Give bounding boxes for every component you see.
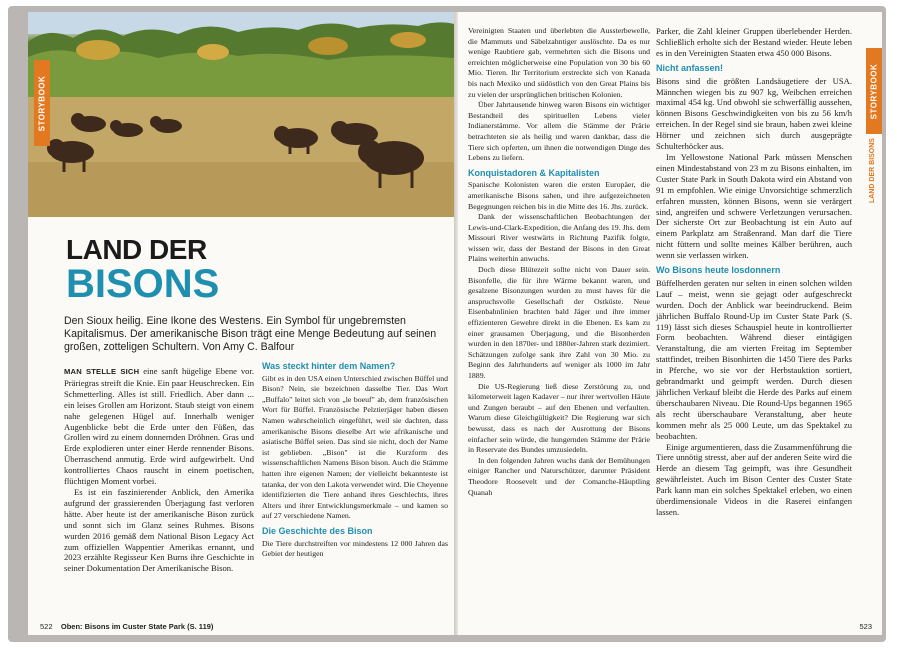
right-page xyxy=(458,12,882,635)
body-text: In den folgenden Jahren wuchs dank der Bemühungen einiger Rancher und Naturschützer, darunter Präsident Theodore Roosevelt und der Comanche-Häuptling Quanah xyxy=(468,455,650,497)
right-column-2 xyxy=(656,26,852,518)
left-column-1 xyxy=(64,366,254,574)
page-number: 523 xyxy=(859,622,872,631)
section-heading: Die Geschichte des Bison xyxy=(262,525,373,536)
section-heading: Nicht anfassen! xyxy=(656,62,724,73)
lead-paragraph: Den Sioux heilig. Eine Ikone des Westens. Ein Symbol für ungebremsten Kapitalismus. Der amerikanische Bison trägt eine Menge Bedeutung auf seinen großen, zotteligen Schultern. Von Amy C. Balfour xyxy=(64,315,437,353)
body-text: Spanische Kolonisten waren die ersten Europäer, die amerikanische Bisons sahen, und ihre aufgezeichneten Begegnungen reichen bis in die Mitte des 16. Jhs. zurück. xyxy=(468,180,650,211)
left-column-2 xyxy=(262,357,448,560)
body-text: Büffelherden geraten nur selten in einen solchen wilden Lauf – meist, wenn sie gejagt oder aufgeschreckt wurden. Doch der Anblick war beeindruckend. Beim jährlichen Buffalo Round-Up im Custer State Park (S. 119) lässt sich dieses Schauspiel heute in kontrollierter Form beobachten. Während dieser eintägigen Veranstaltung, die am vierten Freitag im September stattfindet, treiben Bisonhirten die 1450 Tiere des Parks in Pferche, wo sie vor der Herbstauktion sortiert, gebrandmarkt und geimpft werden. Durch diesen jährlichen Verkauf bleibt die Herde des Parks auf einem überschaubaren Niveau. Die Round-Ups begannen 1965 als recht überschaubare Veranstaltung, aber heute kommen mehr als 25 000 Leute, um das Spektakel zu beobachten. xyxy=(656,277,852,441)
body-text: Gibt es in den USA einen Unterschied zwischen Büffel und Bison? Nein, sie bezeichnen dasselbe Tier. Das Wort „Buffalo" leitet sich von „le boeuf" ab, dem französischen Wort für Büffel. Französische Pelztierjäger haben diesen Namen wahrscheinlich eingeführt, weil sie dachten, dass amerikanische Bisons dieselbe Art wie afrikanische und asiatische Büffel seien. Das sind sie nicht, doch der Name ist geblieben. „Bison" ist die Kurzform des wissenschaftlichen Namens Bison bison. Auch die Stämme hatten ihre eigenen Namen; der vielleicht bekannteste ist tatanka, der von den Lakota verwendet wird. Die Cheyenne identifizierten die Tiere anhand ihres Geschlechts, ihres Alters und ihrer Entwicklungsmerkmale – und kamen so auf 27 verschiedene Namen. xyxy=(262,373,448,521)
body-text: Bisons sind die größten Landsäugetiere der USA. Männchen wiegen bis zu 907 kg, Weibchen erreichen maximal 454 kg. Und obwohl sie schwerfällig aussehen, können Bisons Geschwindigkeiten von bis zu 56 km/h erreichen. In der Regel sind sie braun, haben zwei kleine Hörner und zeichnen sich durch ausgeprägte Schulterhöcker aus. xyxy=(656,75,852,152)
section-heading: Wo Bisons heute losdonnern xyxy=(656,265,781,276)
title-line-1: LAND DER xyxy=(66,234,207,265)
right-column-1 xyxy=(468,26,650,498)
storybook-tab-left: STORYBOOK xyxy=(34,60,50,146)
body-text: Die US-Regierung ließ diese Zerstörung zu, und kilometerweit lagen Kadaver – nur ihrer wertvollen Häute und Zungen beraubt – auf den Ebenen und verfaulten. Warum diese Gleichgültigkeit? Die Regierung war sich bewusst, dass es nach der Ausrottung der Bisons einfacher sein würde, die hungernden Stämme der Prärie in Reservate des Bundes umzusiedeln. xyxy=(468,381,650,455)
left-page xyxy=(28,12,454,635)
title-line-2: BISONS xyxy=(66,262,220,306)
page-number: 522 xyxy=(40,622,53,631)
left-footer xyxy=(40,622,213,631)
running-title: LAND DER BISONS xyxy=(868,137,876,203)
body-text: Parker, die Zahl kleiner Gruppen überlebender Herden. Schließlich erholte sich der Bestand wieder. Heute leben es in den Vereinigten Staaten etwa 450 000 Bisons. xyxy=(656,26,852,58)
body-text: Über Jahrtausende hinweg waren Bisons ein wichtiger Bestandteil des spirituellen Lebens vieler Indianerstämme. Vor allem die Stämme der Prärie betrachteten sie als heilig und waren dankbar, dass die Tiere sich opferten, um ihnen die notwendigen Dinge des Lebens zu liefern. xyxy=(468,100,650,163)
open-book xyxy=(8,6,886,642)
photo-caption: Oben: Bisons im Custer State Park (S. 119) xyxy=(60,622,214,631)
body-text: Einige argumentieren, dass die Zusammenführung die Tiere unnötig stresst, aber auf der anderen Seite wird die Herde an diesem Tag geimpft, was ihre Gesundheit gewährleistet. Auch im Bison Center des Custer State Park kann man ein solches Spektakel erleben, wo einen überdimensionale Videos in die Raserei einfangen lassen. xyxy=(656,441,852,517)
body-text: Es ist ein faszinierender Anblick, den Amerika aufgrund der grassierenden Überjagung fast verloren hätte. Aber heute ist der amerikanische Bison zurück und sonnt sich im Glanz seines Ruhmes. Bisons wurden 2016 gemäß dem National Bison Legacy Act zum offiziellen Wappentier Amerikas ernannt, und 2023 erzählte Regisseur Ken Burns ihre Geschichte in seiner Dokumentation Der Amerikanische Bison. xyxy=(64,486,254,574)
opener-caps: MAN STELLE SICH xyxy=(64,367,140,376)
body-text: Vereinigten Staaten und überlebten die Aussterbewelle, die Mammuts und Säbelzahntiger auslöschte. Da es nur wenige Raubtiere gab, vermehrten sich die Bisons und erreichten möglicherweise eine Population von 30 bis 60 Mio. Tieren. Ihr Territorium erstreckte sich von Kanada bis nach Mexiko und südöstlich von den Great Plains bis zu vielen der ursprünglichen britischen Kolonien. xyxy=(468,26,650,99)
body-text: Doch diese Blütezeit sollte nicht von Dauer sein. Bisonfelle, die für ihre Wärme bekannt waren, und gesalzene Bisonzungen wurden zu must haves für die anspruchsvolle Gesellschaft der Ostküste. Neue Eisenbahnlinien brachten bald Jäger und ihre immer effizienteren Gewehre direkt in die Ebenen. Es kam zu einer grausamen Überjagung, und die Bisonherden wurden in den 1870er- und 1880er-Jahren stark dezimiert. Schätzungen zufolge sank ihre Zahl von 30 Mio. zu Beginn des Jahrhunderts auf weniger als 1000 im Jahr 1889. xyxy=(468,265,650,380)
right-footer xyxy=(859,622,872,631)
storybook-tab-right: STORYBOOK xyxy=(866,48,882,134)
section-heading: Konquistadoren & Kapitalisten xyxy=(468,167,600,178)
body-text: eine sanft hügelige Ebene vor. Präriegras streift die Knie. Ein paar Heuschrecken. Ein Schmetterling. Alles ist still. Friedlich. Aber dann ... ein leises Grollen am Horizont. Staub steigt von einem nahe gelegenen Hügel auf. Innerhalb weniger Augenblicke bebt die Erde unter den Füßen, das Grollen wird zu einem donnernden Dröhnen. Gras und Erde explodieren unter einer Herde rennender Bisons. Überraschend anmutig. Erde wird aufgewirbelt. Und kontrolliertes Chaos rauscht in einem poetischen, flüchtigen Moment vorbei. xyxy=(64,366,254,487)
section-heading: Was steckt hinter dem Namen? xyxy=(262,361,396,371)
body-text: Die Tiere durchstreiften vor mindestens 12 000 Jahren das Gebiet der heutigen xyxy=(262,538,448,559)
body-text: Dank der wissenschaftlichen Beobachtungen der Lewis-und-Clark-Expedition, die Anfang des 19. Jhs. dem Missouri River westwärts in Richtung Pazifik folgte, wissen wir, dass der Bestand der Bisons in den Great Plains weiterhin anwuchs. xyxy=(468,212,650,264)
bison-photo-illustration xyxy=(28,12,454,217)
body-text: Im Yellowstone National Park müssen Menschen einen Mindestabstand von 23 m zu Bisons einhalten, im Custer State Park in South Dakota wird ein Abstand von 91 m empfohlen. Wie einige Unvorsichtige schmerzlich erfahren mussten, können Bisons, wenn sie verärgert sind, angreifen und schwere Verletzungen verursachen. Der sicherste Ort zur Beobachtung ist ein Auto auf einem Parkplatz am Straßenrand. Man darf die Tiere nicht füttern und sollte meines Kälber berühren, auch wenn sie verlassen wirken. xyxy=(656,151,852,261)
bison-photo xyxy=(28,12,454,217)
